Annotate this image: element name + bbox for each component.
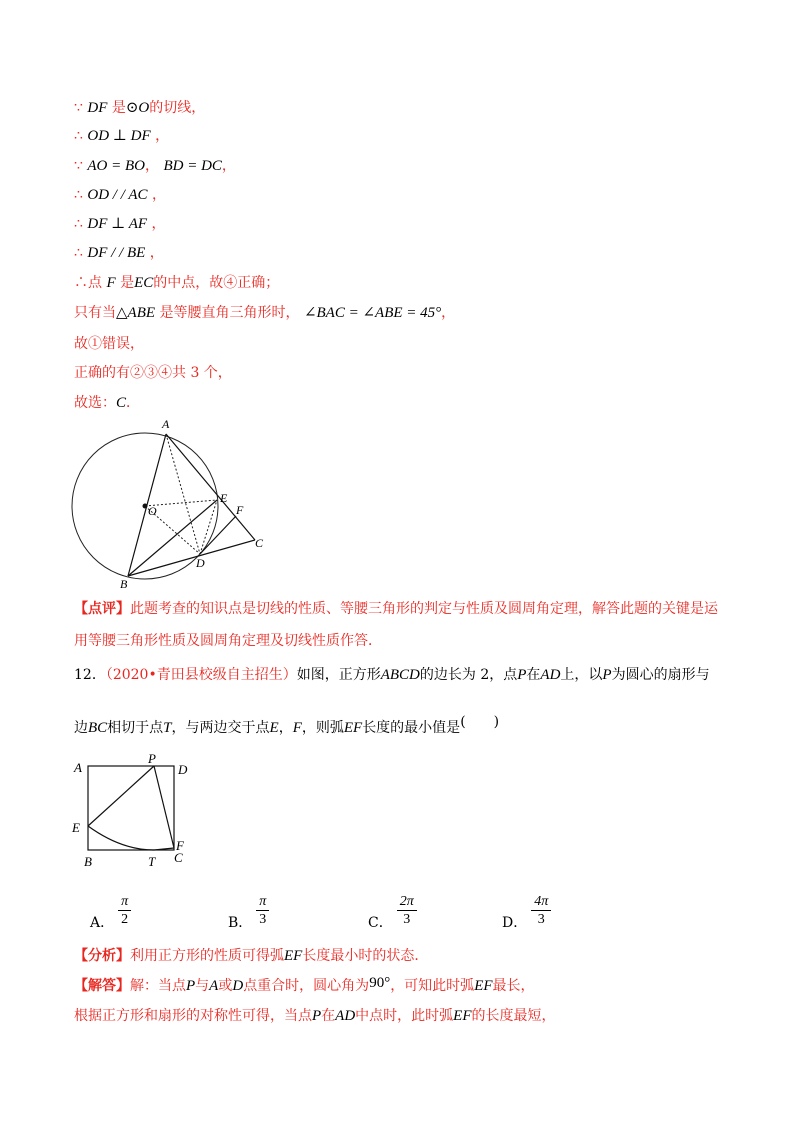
numerator: π <box>118 893 131 911</box>
text: 中点时，此时弧 <box>355 1008 454 1024</box>
denominator: 3 <box>537 912 545 927</box>
numerator: 4π <box>531 893 551 911</box>
option-a[interactable] <box>90 893 131 931</box>
text: 或 <box>218 978 233 994</box>
segment-df <box>200 516 236 554</box>
math: ∠BAC = ∠ABE = 45° <box>303 305 442 321</box>
fraction <box>256 893 269 928</box>
label-c: C <box>174 850 183 865</box>
comment-tag: 【点评】 <box>74 601 130 617</box>
label-o: O <box>148 504 157 518</box>
comment-text-2: 用等腰三角形性质及圆周角定理及切线性质作答． <box>74 633 382 649</box>
math: AD <box>540 667 561 683</box>
proof-line-5 <box>74 214 165 234</box>
answer-blank: ( ) <box>460 714 500 730</box>
analysis-line <box>74 946 428 966</box>
math: DF ⊥ AF <box>87 216 148 232</box>
math: E <box>269 720 279 736</box>
math: F <box>106 275 116 291</box>
math: BD = DC <box>163 158 222 174</box>
text: 解：当点 <box>130 978 186 994</box>
text: 只有当 <box>74 305 116 321</box>
option-key: D． <box>502 914 528 931</box>
text: 的切线， <box>149 100 206 116</box>
proof-line-6 <box>74 243 164 263</box>
text: ，与两边交于点 <box>171 720 270 736</box>
label-f: F <box>176 838 184 853</box>
text: 的长度最短， <box>471 1008 556 1024</box>
option-c[interactable] <box>368 893 417 931</box>
fraction <box>118 893 131 928</box>
square-abcd <box>88 766 174 850</box>
text: 是等腰直角三角形时， <box>159 305 300 321</box>
text: 与 <box>195 978 210 994</box>
math: DF / / BE <box>87 245 146 261</box>
comment-text-1: 此题考查的知识点是切线的性质、等腰三角形的判定与性质及圆周角定理，解答此题的关键是运 <box>130 601 718 617</box>
text: ． <box>126 395 141 411</box>
question-12 <box>74 658 734 692</box>
text: ， <box>221 158 236 174</box>
text: 根据正方形和扇形的对称性可得，当点 <box>74 1008 312 1024</box>
text: ， <box>441 305 456 321</box>
proof-line-11 <box>74 393 140 413</box>
arc-ef <box>88 826 174 850</box>
math: EF <box>284 948 303 964</box>
solution-line-2 <box>74 1006 556 1026</box>
circle-figure <box>60 412 280 592</box>
math: C <box>116 395 127 411</box>
math: BC <box>88 720 108 736</box>
option-key: A． <box>90 914 115 931</box>
math: P <box>186 978 196 994</box>
question-source: （2020•青田县校级自主招生） <box>105 667 297 683</box>
text: 长度的最小值是 <box>362 720 461 736</box>
option-key: C． <box>368 914 393 931</box>
numerator: π <box>256 893 269 911</box>
text: 边 <box>74 720 88 736</box>
math: F <box>292 720 302 736</box>
math: P <box>517 667 527 683</box>
denominator: 2 <box>121 912 129 927</box>
therefore-symbol: ∴ <box>74 216 83 232</box>
denominator: 3 <box>403 912 411 927</box>
text: ， <box>149 245 164 261</box>
question-12-line-2 <box>74 714 500 738</box>
text: ，则弧 <box>301 720 344 736</box>
math: △ABE <box>116 305 156 321</box>
math: EF <box>343 720 363 736</box>
denominator: 3 <box>259 912 267 927</box>
text: 的中点，故④正确； <box>153 275 280 291</box>
math: P <box>312 1008 322 1024</box>
text: 是 <box>120 275 135 291</box>
math: EF <box>474 978 493 994</box>
solution-tag: 【解答】 <box>74 978 130 994</box>
proof-line-1 <box>74 98 205 118</box>
math: 90° <box>369 975 391 991</box>
math: A <box>209 978 219 994</box>
label-c: C <box>255 536 264 550</box>
text: 的边长为 2，点 <box>419 667 518 683</box>
math: EC <box>134 275 154 291</box>
segment-ad-dotted <box>166 434 200 554</box>
math: EF <box>453 1008 472 1024</box>
proof-line-7 <box>74 273 279 293</box>
proof-line-8 <box>74 303 455 323</box>
proof-line-9: 故①错误， <box>74 336 144 352</box>
label-a: A <box>162 417 170 431</box>
text: 在 <box>526 667 541 683</box>
because-symbol: ∵ <box>74 100 83 116</box>
math: DF <box>87 100 108 116</box>
fraction <box>397 893 417 928</box>
text: 相切于点 <box>107 720 164 736</box>
label-b: B <box>120 577 128 591</box>
text: ， <box>151 187 166 203</box>
segment-pe <box>88 766 154 826</box>
math: ⊙O <box>125 100 150 116</box>
fraction <box>531 893 551 928</box>
math: P <box>602 667 612 683</box>
square-figure <box>66 752 206 870</box>
math: D <box>232 978 244 994</box>
question-number: 12． <box>74 667 106 683</box>
text: 为圆心的扇形与 <box>611 667 710 683</box>
proof-line-10: 正确的有②③④共 3 个， <box>74 365 232 381</box>
label-d: D <box>196 556 205 570</box>
math: ABCD <box>380 667 420 683</box>
segment-ac <box>166 434 255 540</box>
label-d: D <box>178 762 188 777</box>
label-b: B <box>84 854 92 869</box>
text: ，可知此时弧 <box>390 978 475 994</box>
text: 利用正方形的性质可得弧 <box>130 948 284 964</box>
math: T <box>163 720 172 736</box>
therefore-symbol: ∴ <box>74 128 83 144</box>
comment-block <box>74 593 734 657</box>
text: 是 <box>111 100 126 116</box>
text: 点重合时，圆心角为 <box>243 978 370 994</box>
proof-line-4 <box>74 185 166 205</box>
analysis-tag: 【分析】 <box>74 948 130 964</box>
label-t: T <box>148 854 156 869</box>
because-symbol: ∵ <box>74 158 83 174</box>
numerator: 2π <box>397 893 417 911</box>
therefore-symbol: ∴ <box>74 245 83 261</box>
text: ， <box>155 128 170 144</box>
proof-line-2 <box>74 126 169 146</box>
proof-line-3 <box>74 156 236 176</box>
text: ， <box>145 158 159 174</box>
math: OD ⊥ DF <box>87 128 151 144</box>
label-f: F <box>236 503 244 517</box>
option-key: B． <box>228 914 253 931</box>
solution-line-1 <box>74 976 535 996</box>
option-b[interactable] <box>228 893 269 931</box>
label-e: E <box>220 491 228 505</box>
text: 在 <box>321 1008 336 1024</box>
option-d[interactable] <box>502 893 551 931</box>
center-dot <box>143 504 148 509</box>
segment-pf <box>154 766 174 848</box>
math: OD / / AC <box>87 187 148 203</box>
text: 最长， <box>492 978 535 994</box>
label-p: P <box>148 752 156 766</box>
segment-bc <box>128 540 255 576</box>
text: 点 <box>88 275 102 291</box>
text: ， <box>151 216 166 232</box>
math: AD <box>335 1008 356 1024</box>
text: 故选： <box>74 395 116 411</box>
label-e: E <box>72 820 80 835</box>
text: ， <box>278 720 293 736</box>
therefore-symbol: ∴ <box>74 187 83 203</box>
label-a: A <box>74 760 82 775</box>
text: 上，以 <box>560 667 603 683</box>
text: 如图，正方形 <box>296 667 381 683</box>
therefore-symbol: ∴ <box>74 275 88 291</box>
math: AO = BO <box>87 158 145 174</box>
text: 长度最小时的状态． <box>302 948 429 964</box>
